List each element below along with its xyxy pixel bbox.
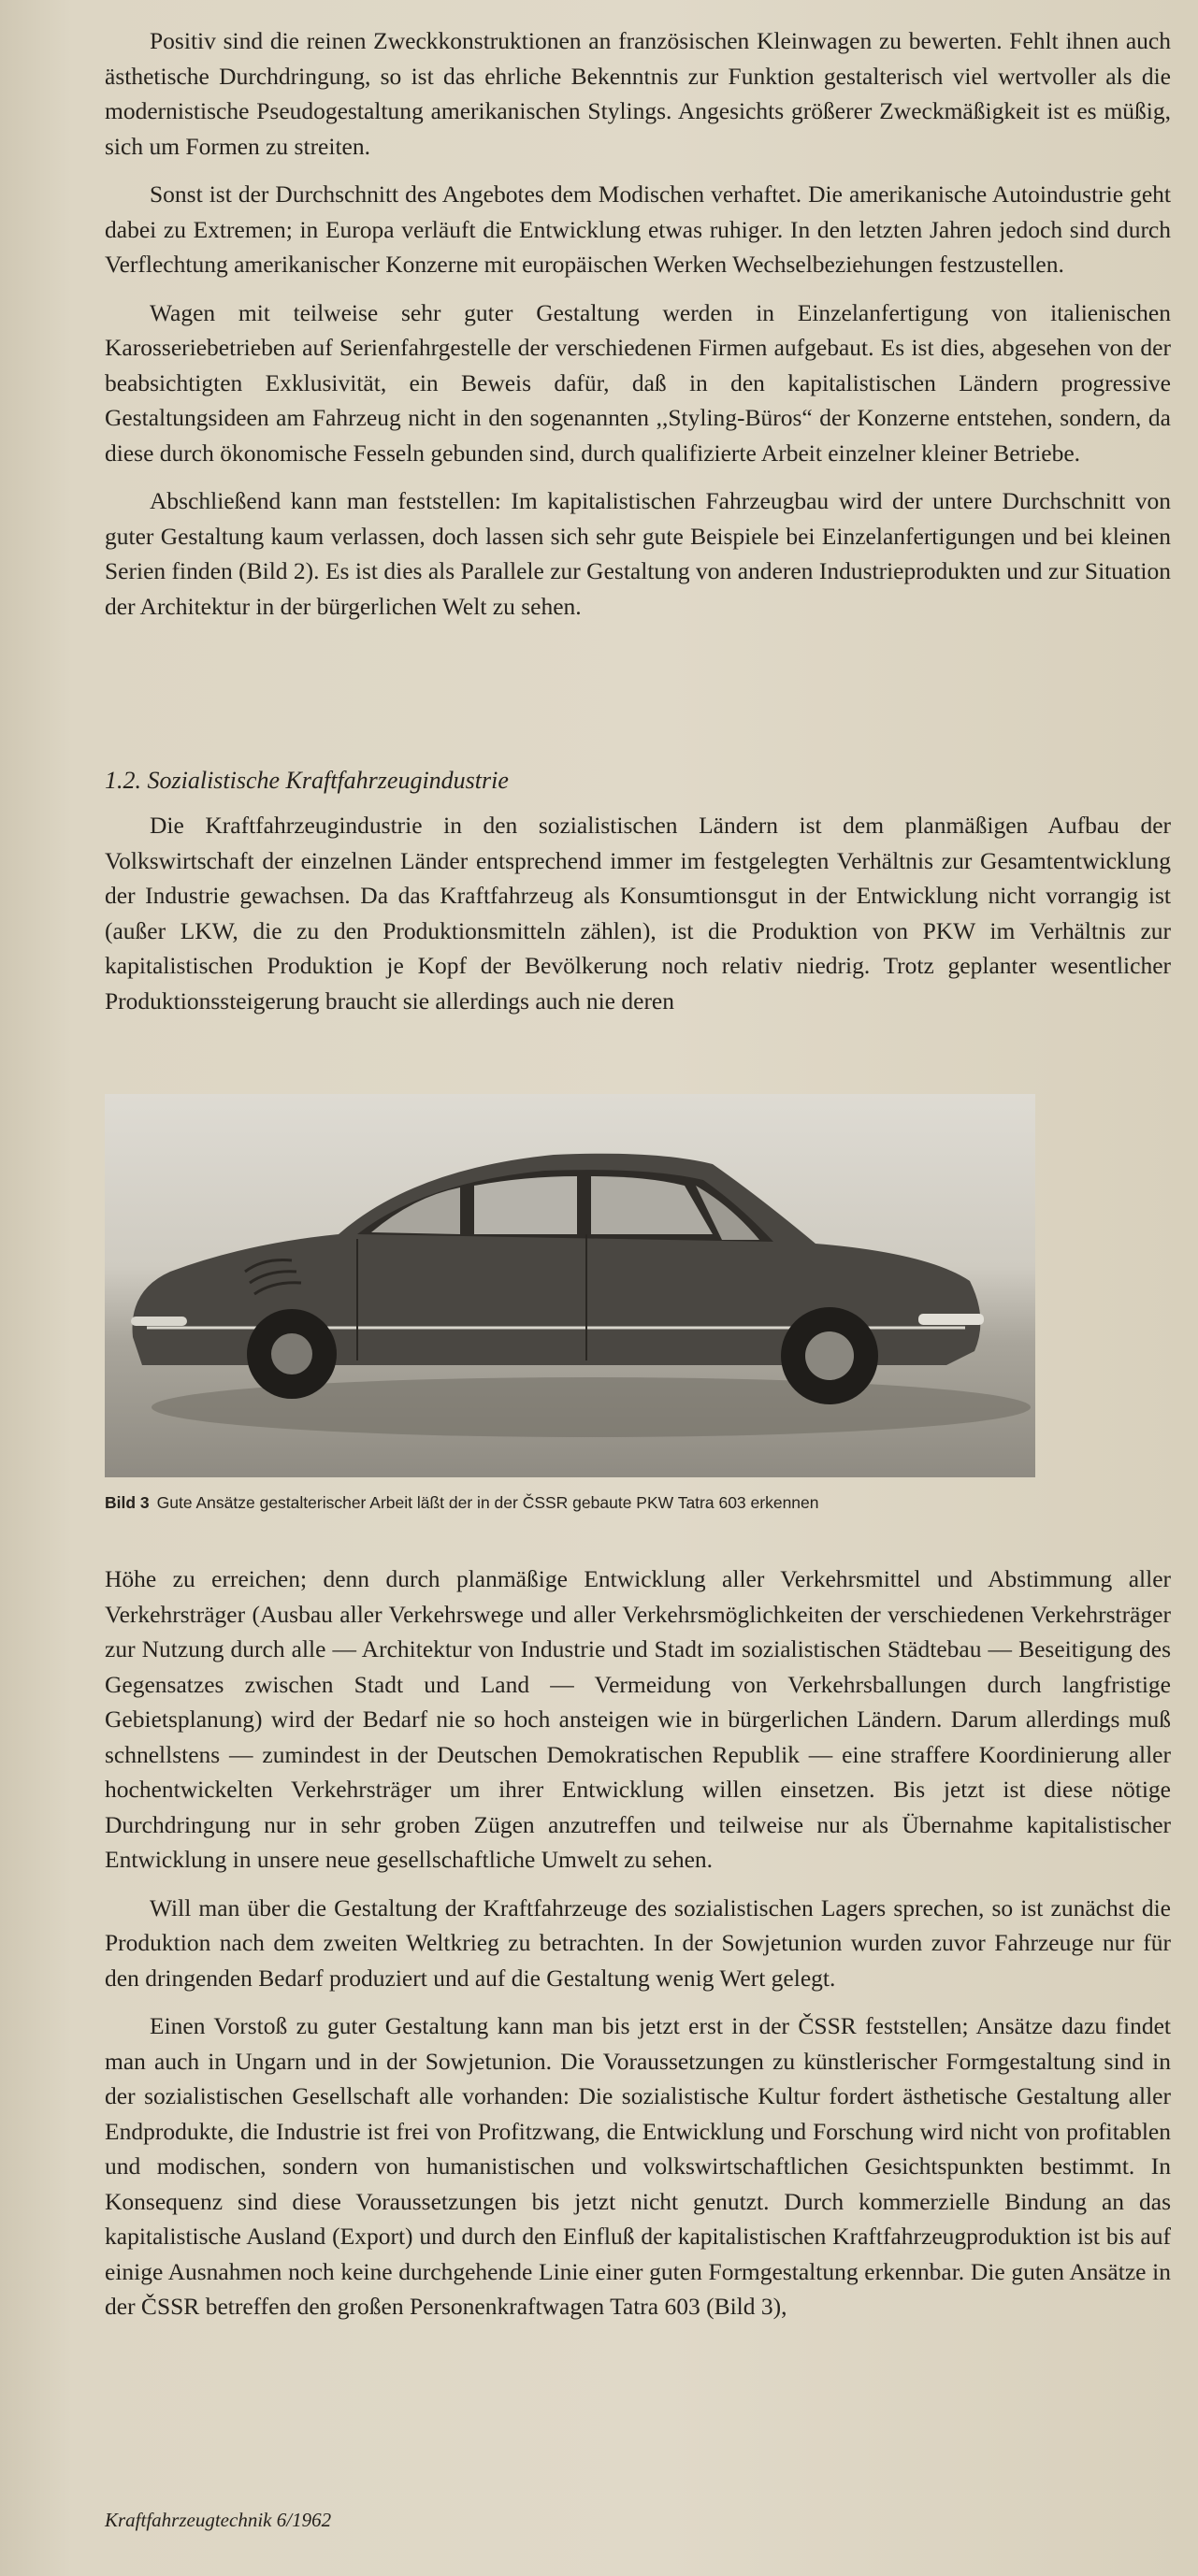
bottom-text-block xyxy=(105,1561,1171,2324)
paragraph: Will man über die Gestaltung der Kraftfahrzeuge des sozialistischen Lagers sprechen, so ist zunächst die Produktion nach dem zweiten Weltkrieg zu betrachten. In der Sowjetunion wurden zuvor Fahrzeuge nur für den dringenden Bedarf produziert und auf die Gestaltung wenig Wert gelegt. xyxy=(105,1893,1171,1992)
figure-caption-text: Gute Ansätze gestalterischer Arbeit läßt der in der ČSSR gebaute PKW Tatra 603 erkennen xyxy=(156,1493,819,1512)
paragraph: Positiv sind die reinen Zweckkonstruktionen an französischen Kleinwagen zu bewerten. Fehlt ihnen auch ästhetische Durchdringung, so ist das ehrliche Bekenntnis zur Funktion gestalterisch viel wertvoller als die modernistische Pseudogestaltung amerikanischen Stylings. Angesichts größerer Zweckmäßigkeit ist es müßig, sich um Formen zu streiten. xyxy=(105,27,1171,160)
journal-footer: Kraftfahrzeugtechnik 6/1962 xyxy=(105,2509,332,2531)
figure-label: Bild 3 xyxy=(105,1493,150,1512)
paragraph: Höhe zu erreichen; denn durch planmäßige Entwicklung aller Verkehrsmittel und Abstimmung aller Verkehrsträger (Ausbau aller Verkehrswege und aller Verkehrsmöglichkeiten der verschiedenen Verkehrsträger zur Nutzung durch alle — Architektur von Industrie und Stadt im sozialistischen Städtebau — Beseitigung des Gegensatzes zwischen Stadt und Land — Vermeidung von Verkehrsballungen durch langfristige Gebietsplanung) wird der Bedarf nie so hoch ansteigen wie in bürgerlichen Ländern. Darum allerdings muß schnellstens — zumindest in der Deutschen Demokratischen Republik — eine straffere Koordinierung aller hochentwickelten Verkehrsträger um ihrer Entwicklung willen einsetzen. Bis jetzt ist diese nötige Durchdringung nur in sehr groben Zügen anzutreffen und teilweise nur als Übernahme kapitalistischer Entwicklung in unsere neue gesellschaftliche Umwelt zu sehen. xyxy=(105,1565,1171,1873)
paragraph: Die Kraftfahrzeugindustrie in den sozialistischen Ländern ist dem planmäßigen Aufbau der Volkswirtschaft der einzelnen Länder entsprechend immer im festgelegten Verhältnis zur Gesamtentwicklung der Industrie gewachsen. Da das Kraftfahrzeug als Konsumtionsgut in der Entwicklung nicht vorrangig ist (außer LKW, die zu den Produktionsmitteln zählen), ist die Produktion von PKW im Verhältnis zur kapitalistischen Produktion je Kopf der Bevölkerung noch relativ niedrig. Trotz geplanter wesentlicher Produktionssteigerung braucht sie allerdings auch nie deren xyxy=(105,812,1171,1015)
paragraph: Sonst ist der Durchschnitt des Angebotes dem Modischen verhaftet. Die amerikanische Autoindustrie geht dabei zu Extremen; in Europa verläuft die Entwicklung etwas ruhiger. In den letzten Jahren jedoch sind durch Verflechtung amerikanischer Konzerne mit europäischen Werken Wechselbeziehungen festzustellen. xyxy=(105,180,1171,278)
car-photo xyxy=(105,1094,1035,1477)
paragraph: Wagen mit teilweise sehr guter Gestaltung werden in Einzelanfertigung von italienischen Karosseriebetrieben auf Serienfahrgestelle der verschiedenen Firmen aufgebaut. Es ist dies, abgesehen von der beabsichtigten Exklusivität, ein Beweis dafür, daß in den kapitalistischen Ländern progressive Gestaltungsideen am Fahrzeug nicht in den sogenannten ,,Styling-Büros“ der Konzerne entstehen, sondern, da diese durch ökonomische Fesseln gebunden sind, durch qualifizierte Arbeit einzelner kleiner Betriebe. xyxy=(105,298,1171,467)
mid-text-block xyxy=(105,808,1171,1018)
section-heading: 1.2. Sozialistische Kraftfahrzeugindustrie xyxy=(105,767,509,794)
figure-caption xyxy=(105,1493,819,1513)
paragraph: Abschließend kann man feststellen: Im kapitalistischen Fahrzeugbau wird der untere Durchschnitt von guter Gestaltung kaum verlassen, doch lassen sich sehr gute Beispiele bei Einzelanfertigungen und bei kleinen Serien finden (Bild 2). Es ist dies als Parallele zur Gestaltung von anderen Industrieprodukten und zur Situation der Architektur in der bürgerlichen Welt zu sehen. xyxy=(105,487,1171,620)
top-text-block xyxy=(105,23,1171,624)
paragraph: Einen Vorstoß zu guter Gestaltung kann man bis jetzt erst in der ČSSR feststellen; Ansätze dazu findet man auch in Ungarn und in der Sowjetunion. Die Voraussetzungen zu künstlerischer Formgestaltung sind in der sozialistischen Gesellschaft alle vorhanden: Die sozialistische Kultur fordert ästhetische Gestaltung aller Endprodukte, die Industrie ist frei von Profitzwang, die Entwicklung und Forschung wird nicht von profitablen und modischen, sondern von humanistischen und volkswirtschaftlichen Gesichtspunkten bestimmt. In Konsequenz sind diese Voraussetzungen bis jetzt nicht genutzt. Durch kommerzielle Bindung an das kapitalistische Ausland (Export) und durch den Einfluß der kapitalistischen Kraftfahrzeugproduktion ist bis auf einige Ausnahmen noch keine durchgehende Linie einer guten Formgestaltung erkennbar. Die guten Ansätze in der ČSSR betreffen den großen Personenkraftwagen Tatra 603 (Bild 3), xyxy=(105,2012,1171,2320)
tatra-603-image xyxy=(105,1094,1035,1477)
